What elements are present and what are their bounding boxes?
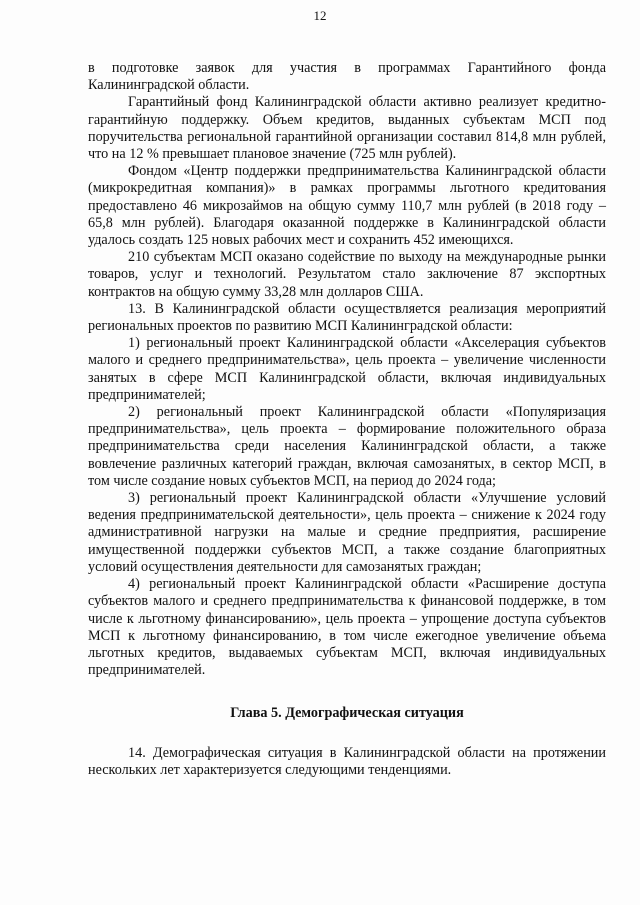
paragraph-guarantee-fund: Гарантийный фонд Калининградской области активно реализует кредитно-гарантийную поддержку. Объем кредитов, выданных субъектам МСП под поручительства региональной гарантийной организации составил 814,8 млн рублей, что на 12 % превышает плановое значение (725 млн рублей). (88, 94, 606, 163)
chapter-heading: Глава 5. Демографическая ситуация (230, 705, 464, 722)
paragraph-item-13: 13. В Калининградской области осуществляется реализация мероприятий региональных проектов по развитию МСП Калининградской области: (88, 300, 606, 335)
list-item-project-1: 1) региональный проект Калининградской области «Акселерация субъектов малого и среднего предпринимательства», цель проекта – увеличение численности занятых в сфере МСП Калининградской области, включая индивидуальных предпринимателей; (88, 335, 606, 403)
page-number: 12 (313, 8, 327, 23)
paragraph-continuation: в подготовке заявок для участия в программах Гарантийного фонда Калининградской области. (88, 60, 606, 94)
page-content (88, 60, 606, 779)
list-item-project-4: 4) региональный проект Калининградской области «Расширение доступа субъектов малого и среднего предпринимательства к финансовой поддержке, в том числе к льготному финансированию», цель проекта – упрощение доступа субъектов МСП к льготному финансированию, в том числе ежегодное увеличение объема льготных кредитов, выдаваемых субъектам МСП, включая индивидуальных предпринимателей. (88, 576, 606, 679)
list-item-project-3: 3) региональный проект Калининградской области «Улучшение условий ведения предпринимательской деятельности», цель проекта – снижение к 2024 году административной нагрузки на малые и средние предприятия, расширение имущественной поддержки субъектов МСП, а также создание благоприятных условий осуществления деятельности для самозанятых граждан; (88, 490, 606, 575)
list-item-project-2: 2) региональный проект Калининградской области «Популяризация предпринимательства», цель проекта – формирование положительного образа предпринимательства среди населения Калининградской области, а также вовлечение различных категорий граждан, включая самозанятых, в сектор МСП, в том числе создание новых субъектов МСП, на период до 2024 года; (88, 404, 606, 489)
paragraph-export-support: 210 субъектам МСП оказано содействие по выходу на международные рынки товаров, услуг и технологий. Результатом стало заключение 87 экспортных контрактов на общую сумму 33,28 млн долларов США. (88, 249, 606, 300)
paragraph-microcredit-fund: Фондом «Центр поддержки предпринимательства Калининградской области (микрокредитная компания)» в рамках программы льготного кредитования предоставлено 46 микрозаймов на общую сумму 110,7 млн рублей (в 2018 году – 65,8 млн рублей). Благодаря оказанной поддержке в Калининградской области удалось создать 125 новых рабочих мест и сохранить 452 имеющихся. (88, 163, 606, 249)
paragraph-item-14: 14. Демографическая ситуация в Калининградской области на протяжении нескольких лет характеризуется следующими тенденциями. (88, 744, 606, 778)
